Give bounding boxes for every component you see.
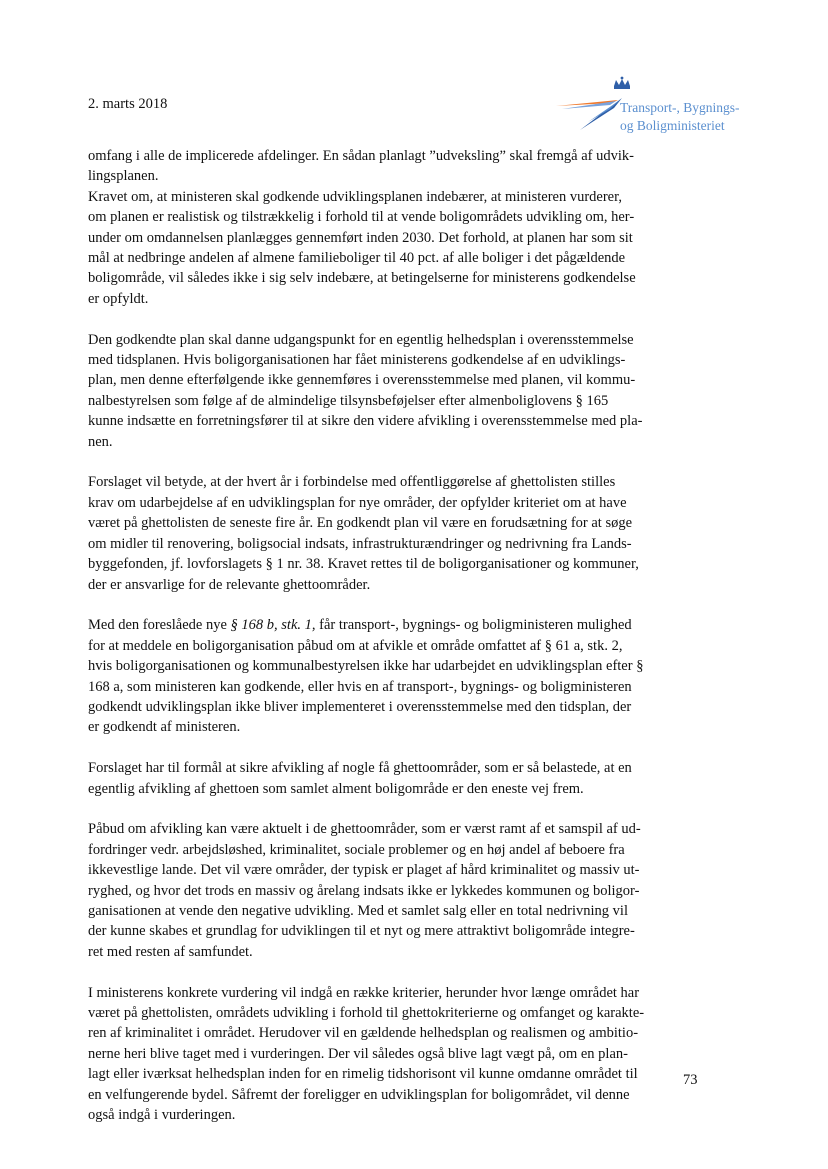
text-line: lingsplanen. <box>88 168 159 185</box>
text-line: fordringer vedr. arbejdsløshed, kriminalitet, sociale problemer og en høj andel af beboere fra <box>88 841 625 858</box>
text-line: boligområde, vil således ikke i sig selv indebære, at betingelserne for ministerens godkendelse <box>88 270 636 287</box>
document-body <box>88 146 706 1146</box>
paragraph-1 <box>88 146 706 309</box>
text-line: nerne heri blive taget med i vurderingen. Der vil således også blive lagt vægt på, om en plan- <box>88 1045 628 1062</box>
text-line: egentlig afvikling af ghettoen som samlet alment boligområde er den eneste vej frem. <box>88 780 584 797</box>
text-line: været på ghettolisten de seneste fire år. En godkendt plan vil være en forudsætning for at søge <box>88 515 633 532</box>
paragraph-5 <box>88 758 706 799</box>
text-line: også indgå i vurderingen. <box>88 1107 236 1123</box>
text-line: kunne indsætte en forretningsfører til at sikre den videre afvikling i overensstemmelse med pla- <box>88 413 643 430</box>
text-line: en velfungerende bydel. Såfremt der foreligger en udviklingsplan for boligområdet, vil denne <box>88 1086 630 1103</box>
text-line: ret med resten af samfundet. <box>88 943 253 960</box>
text-line: om planen er realistisk og tilstrækkelig i forhold til at vende boligområdets udvikling om, her- <box>88 209 635 226</box>
ministry-name-line-1: Transport-, Bygnings- <box>620 100 740 115</box>
paragraph-4 <box>88 615 706 737</box>
crown-icon <box>614 77 630 89</box>
text-line: er opfyldt. <box>88 290 149 307</box>
text-line: ryghed, og hvor det trods en massiv og årelang indsats ikke er lykkedes kommunen og boligor- <box>88 882 640 899</box>
text-line: godkendt udviklingsplan ikke bliver implementeret i overensstemmelse med den tidsplan, der <box>88 698 632 715</box>
ministry-logo <box>552 76 762 138</box>
swoosh-icon <box>556 98 622 130</box>
text-line: krav om udarbejdelse af en udviklingsplan for nye områder, der opfylder kriteriet om at have <box>88 494 627 511</box>
text-line: Påbud om afvikling kan være aktuelt i de ghettoområder, som er værst ramt af et samspil af ud- <box>88 821 641 838</box>
paragraph-6 <box>88 819 706 962</box>
text-line: Den godkendte plan skal danne udgangspunkt for en egentlig helhedsplan i overensstemmelse <box>88 331 634 348</box>
text-line: nalbestyrelsen som følge af de almindelige tilsynsbeføjelser efter almenboliglovens § 165 <box>88 392 609 409</box>
text-line: Kravet om, at ministeren skal godkende udviklingsplanen indebærer, at ministeren vurderer, <box>88 188 622 205</box>
text-line: med tidsplanen. Hvis boligorganisationen har fået ministerens godkendelse af en udviklings- <box>88 352 626 369</box>
text-line: der er ansvarlige for de relevante ghettoområder. <box>88 576 371 593</box>
text-line: er godkendt af ministeren. <box>88 719 241 736</box>
text-line: I ministerens konkrete vurdering vil indgå en række kriterier, herunder hvor længe området har <box>88 984 640 1001</box>
document-date: 2. marts 2018 <box>88 96 168 112</box>
paragraph-2 <box>88 330 706 452</box>
text-line: ganisationen at vende den negative udvikling. Med et samlet salg eller en total nedrivning vil <box>88 902 628 919</box>
text-line: Forslaget har til formål at sikre afvikling af nogle få ghettoområder, som er så belastede, at en <box>88 760 632 777</box>
paragraph-3 <box>88 472 706 594</box>
text-line: mål at nedbringe andelen af almene familieboliger til 40 pct. af alle boliger i det pågældende <box>88 250 626 267</box>
ministry-name-line-2: og Boligministeriet <box>620 118 725 133</box>
text-line: været på ghettolisten, områdets udvikling i forhold til ghettokriterierne og omfanget og karakte- <box>88 1004 645 1021</box>
text-line: ikkevestlige lande. Det vil være områder, der typisk er plaget af hård kriminalitet og massiv ut- <box>88 862 640 879</box>
text-line: der kunne skabes et grundlag for udviklingen til et nyt og mere attraktivt boligområde integre- <box>88 923 635 940</box>
text-line: ren af kriminalitet i området. Herudover vil en gældende helhedsplan og realismen og ambitio- <box>88 1025 639 1042</box>
text-line: byggefonden, jf. lovforslagets § 1 nr. 38. Kravet rettes til de boligorganisationer og kommuner, <box>88 556 639 573</box>
text-line: under om omdannelsen planlægges gennemført inden 2030. Det forhold, at planen har som sit <box>88 229 633 246</box>
text-line: hvis boligorganisationen og kommunalbestyrelsen ikke har udarbejdet en udviklingsplan efter § <box>88 658 644 675</box>
reference-lead-text: Med den foreslåede nye <box>88 617 231 634</box>
page-number: 73 <box>683 1072 698 1088</box>
text-line: Forslaget vil betyde, at der hvert år i forbindelse med offentliggørelse af ghettolisten stilles <box>88 474 616 491</box>
text-line: for at meddele en boligorganisation påbud om at afvikle et område omfattet af § 61 a, stk. 2, <box>88 637 623 654</box>
text-line: nen. <box>88 433 113 450</box>
reference-trailing-text: får transport-, bygnings- og boligministeren mulighed <box>315 617 632 634</box>
text-line: omfang i alle de implicerede afdelinger. En sådan planlagt ”udveksling” skal fremgå af udvik- <box>88 148 634 164</box>
text-line: lagt eller iværksat helhedsplan inden for en rimelig tidshorisont vil kunne omdanne området til <box>88 1066 638 1083</box>
legal-reference: § 168 b, stk. 1, <box>230 617 316 634</box>
text-line-with-reference <box>88 615 706 635</box>
paragraph-7 <box>88 983 706 1126</box>
text-line: om midler til renovering, boligsocial indsats, infrastrukturændringer og nedrivning fra Lands- <box>88 535 632 552</box>
text-line: plan, men denne efterfølgende ikke gennemføres i overensstemmelse med planen, vil kommu- <box>88 372 636 389</box>
text-line: 168 a, som ministeren kan godkende, eller hvis en af transport-, bygnings- og boligministeren <box>88 678 632 695</box>
